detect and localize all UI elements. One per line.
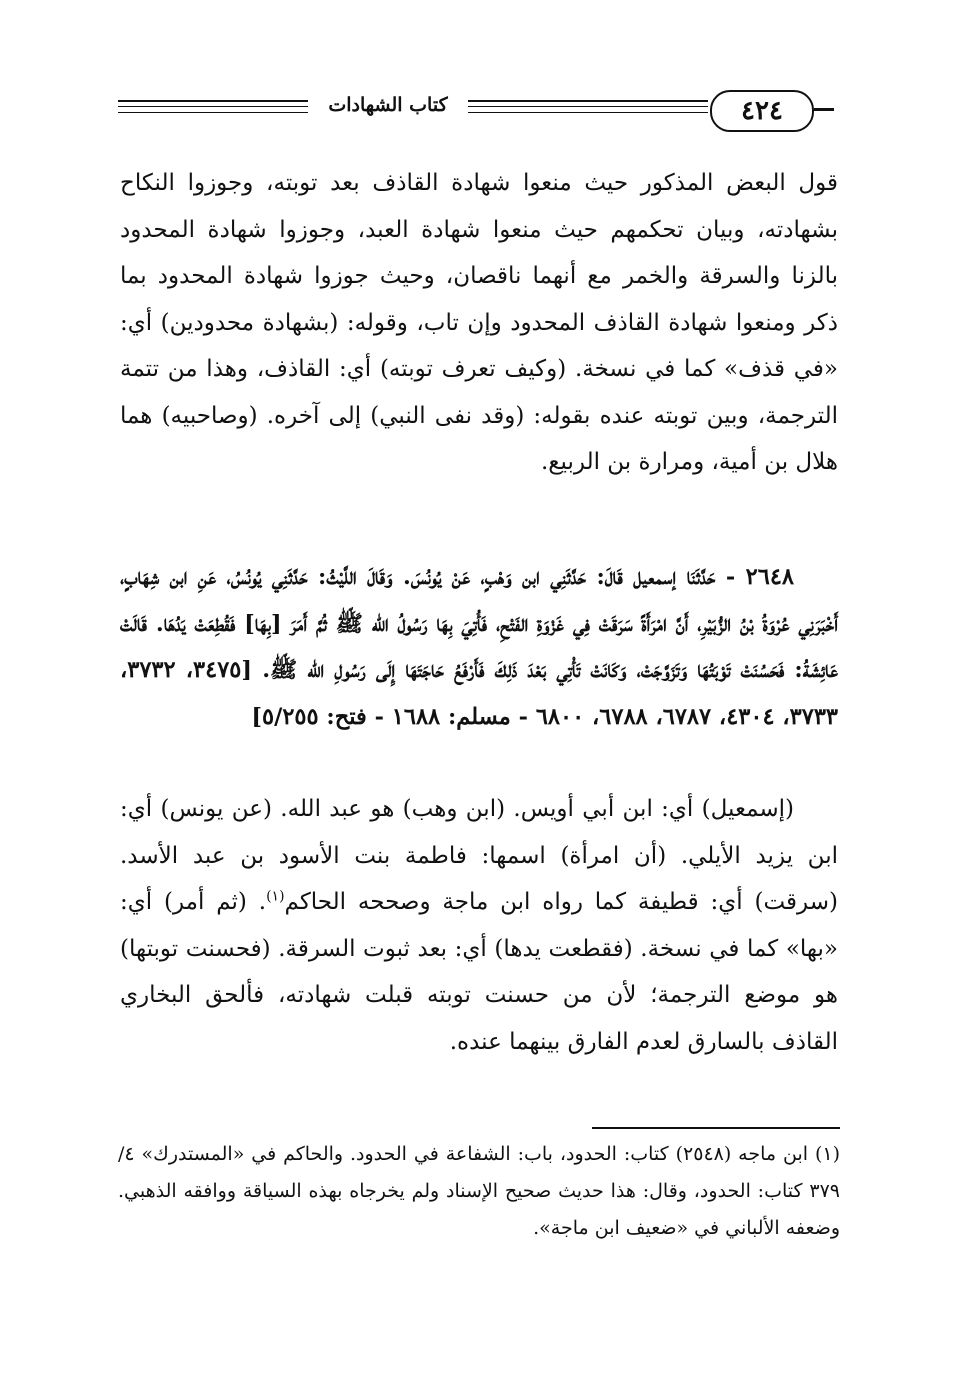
hadith-text: ٢٦٤٨ - حَدَّثَنَا إسمعيل قَالَ: حَدَّثَنِي ابن وَهْبٍ، عَنْ يُونُسَ. وَقَالَ اللَّيْثُ: حَدَّثَنِي يُونُسُ، عَنِ ابن شِهَابٍ، أَخْبَرَنِي عُرْوَةُ بْنُ الزُّبَيْرِ، أَنَّ امْرَأَةً سَرَقَتْ فِي غَزْوَةِ الفَتْحِ، فَأُتِيَ بِهَا رَسُولُ الله ﷺ ثُمَّ أَمَرَ [بِهَا] فَقُطِعَتْ يَدُهَا. قَالَتْ عَائِشَةُ: فَحَسُنَتْ تَوْبَتُهَا وَتَزَوَّجَتْ، وَكَانَتْ تَأْتِي بَعْدَ ذَلِكَ فَأَرْفَعُ حَاجَتَهَا إِلَى رَسُولِ الله ﷺ. [٣٤٧٥، ٣٧٣٢، ٣٧٣٣، ٤٣٠٤، ٦٧٨٧، ٦٧٨٨، ٦٨٠٠ - مسلم: ١٦٨٨ - فتح: ٥/٢٥٥] (120, 564, 838, 730)
footnote-marker[interactable]: (١) (266, 888, 285, 905)
commentary-text: . (ثم أمر) أي: «بها» كما في نسخة. (فقطعت يدها) أي: بعد ثبوت السرقة. (فحسنت توبتها) هو موضع الترجمة؛ لأن من حسنت توبته قبلت شهادته، فألحق البخاري القاذف بالسارق لعدم الفارق بينهما عنده. (120, 889, 838, 1055)
commentary-text: (إسمعيل) أي: ابن أبي أويس. (ابن وهب) هو عبد الله. (عن يونس) أي: ابن يزيد الأيلي. (أن امرأة) اسمها: فاطمة بنت الأسود بن عبد الأسد. (سرقت) أي: قطيفة كما رواه ابن ماجة وصححه الحاكم (120, 796, 838, 915)
running-title: كتاب الشهادات (308, 94, 468, 116)
commentary-top (120, 160, 838, 486)
commentary-paragraph (120, 786, 838, 1065)
hadith-block (120, 554, 838, 740)
page-number: ٤٢٤ (710, 90, 814, 132)
footnote-text: (١) ابن ماجه (٢٥٤٨) كتاب: الحدود، باب: الشفاعة في الحدود. والحاكم في «المستدرك» ٤/ ٣٧٩ كتاب: الحدود، وقال: هذا حديث صحيح الإسناد ولم يخرجاه بهذه السياقة ووافقه الذهبي. وضعفه الألباني في «ضعيف ابن ماجة». (118, 1143, 840, 1239)
commentary-paragraph: قول البعض المذكور حيث منعوا شهادة القاذف بعد توبته، وجوزوا النكاح بشهادته، وبيان تحكمهم حيث منعوا شهادة العبد، وجوزوا شهادة المحدود بالزنا والسرقة والخمر مع أنهما ناقصان، وحيث جوزوا شهادة المحدود بما ذكر ومنعوا شهادة القاذف المحدود وإن تاب، وقوله: (بشهادة محدودين) أي: «في قذف» كما في نسخة. (وكيف تعرف توبته) أي: القاذف، وهذا من تتمة الترجمة، وبين توبته عنده بقوله: (وقد نفى النبي) إلى آخره. (وصاحبيه) هما هلال بن أمية، ومرارة بن الربيع. (120, 170, 838, 475)
footnote-divider (592, 1127, 840, 1129)
footnote (118, 1136, 840, 1247)
commentary-bottom (120, 786, 838, 1065)
page-header (118, 86, 840, 134)
